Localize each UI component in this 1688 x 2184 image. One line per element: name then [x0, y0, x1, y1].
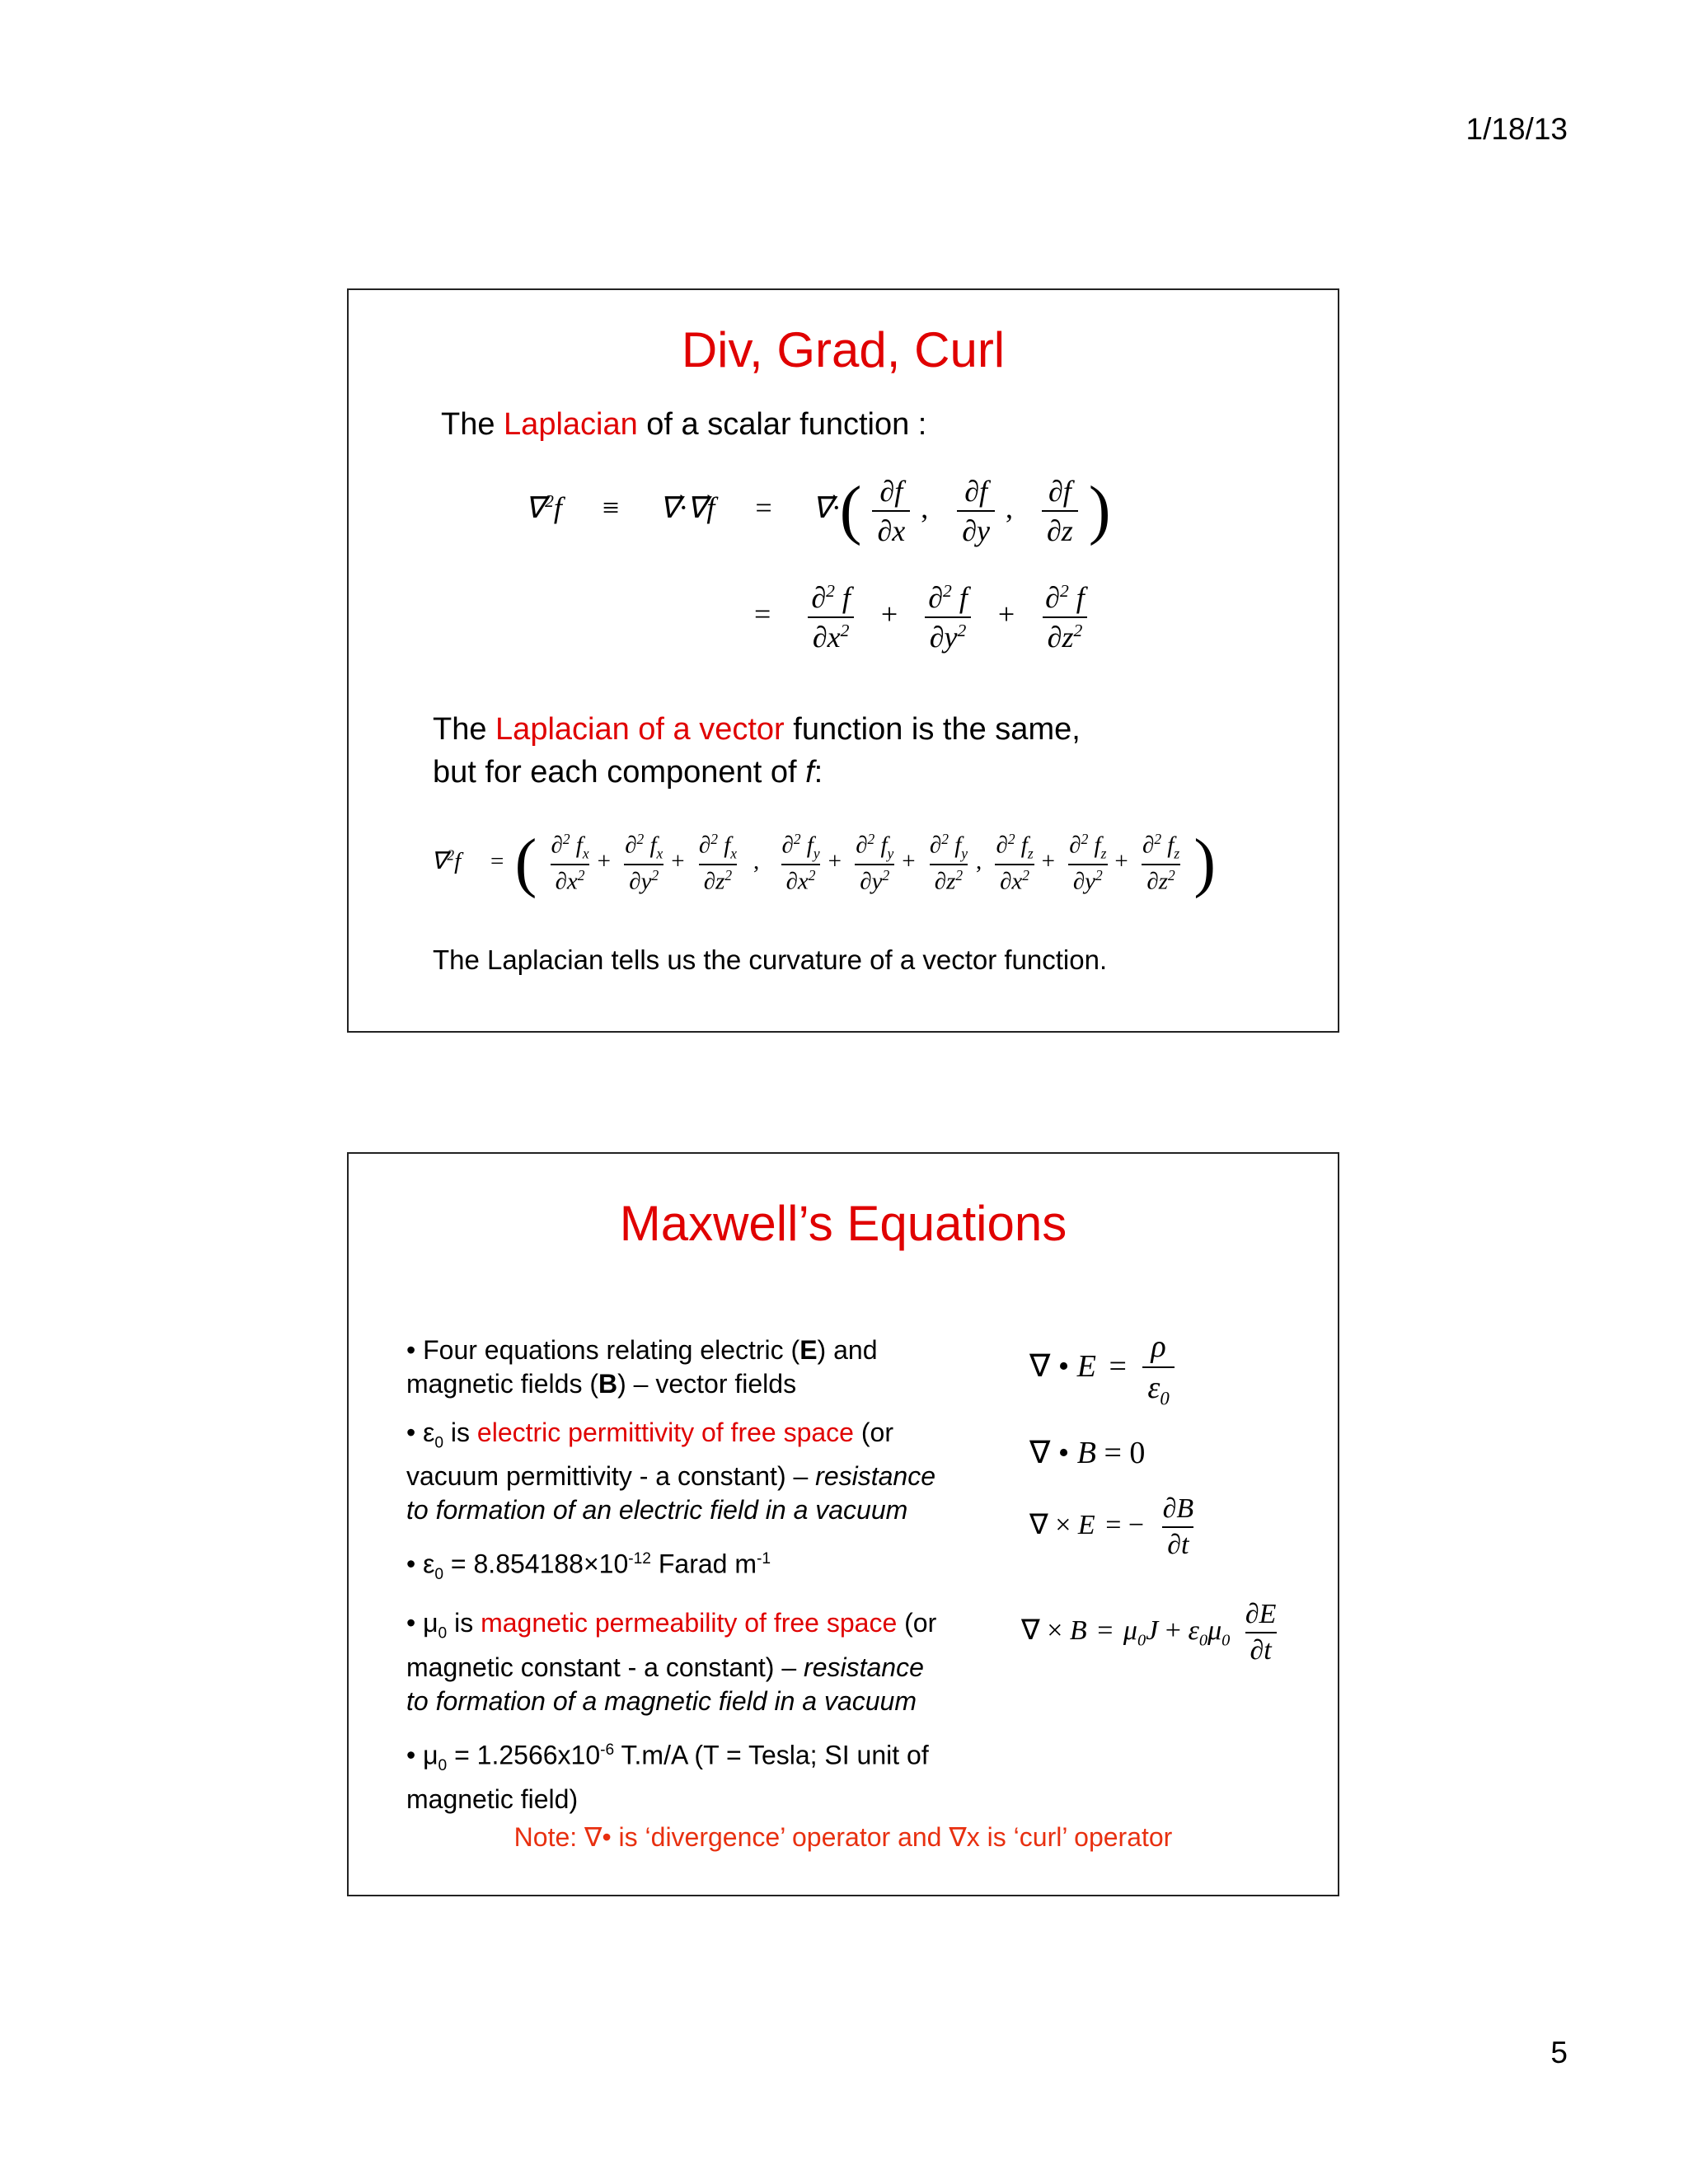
bullet-permittivity: • $\varepsilon_0$ is electric permittivity of free space (or vacuum permittivity - a constant) – resistance to formation of an electric field in a vacuum [406, 1418, 936, 1526]
slide-title: Div, Grad, Curl [681, 322, 1006, 377]
faraday-law-equation: ∇ × E = − $\frac{\partial B}{\partial t}$ [1029, 1493, 1194, 1560]
vector-laplacian-caption-1: The Laplacian of a vector function is the same, [433, 712, 1081, 747]
laplacian-term: Laplacian [504, 407, 638, 442]
vector-laplacian-caption-2: but for each component of f: [433, 755, 823, 790]
header-date: 1/18/13 [1465, 112, 1568, 146]
slide-div-grad-curl [347, 288, 1339, 1033]
gauss-law-equation: ∇ • E = $\frac{\rho}{\varepsilon_0}$ [1029, 1329, 1178, 1410]
bullet-four-equations: • Four equations relating electric (E) and magnetic fields (B) – vector fields [406, 1335, 878, 1399]
scalar-laplacian-equation-2: = $\frac{\partial^2 f}{\partial x^2}$ + $\frac{\partial^2 f}{\partial y^2}$ + $\frac{\partial^2 f}{\partial z^2}$ [754, 580, 1093, 654]
bullet-epsilon-value: • $\varepsilon_0 = 8.854188\times 10^{-12}$ Farad $m^{-1}$ [406, 1549, 771, 1584]
bullet-mu-value: • $\mu_0 = 1.2566x10^{-6}$ T.m/A (T = Tesla; SI unit of magnetic field) [406, 1740, 929, 1814]
slide-title: Maxwell’s Equations [619, 1196, 1067, 1251]
gauss-magnetism-equation: ∇ • B = 0 [1029, 1436, 1146, 1470]
slide-maxwells-equations [347, 1152, 1339, 1896]
scalar-laplacian-caption: The Laplacian of a scalar function : [441, 407, 927, 442]
bullet-list [406, 1333, 1000, 1816]
bullet-permeability: • $\mu_0$ is magnetic permeability of free space (or magnetic constant - a constant) – resistance to formation of a magnetic field in a vacuum [406, 1608, 937, 1716]
operator-note: Note: ∇• is ‘divergence’ operator and ∇x is ‘curl’ operator [513, 1822, 1173, 1852]
scalar-laplacian-equation-1: ∇$^2$f ≡ ∇⃗·∇⃗f = ∇⃗·( $\frac{\partial f}{\partial x}$ , $\frac{\partial f}{\partial y}$ , $\frac{\partial f}{\partial z}$ ) [525, 474, 1111, 547]
page-number: 5 [1550, 2036, 1568, 2069]
laplacian-vector-term: Laplacian of a vector [495, 712, 785, 747]
vector-laplacian-equation: ∇$^2$f⃗ = ( $\frac{\partial^2 f_x}{\partial x^2}$ + $\frac{\partial^2 f_x}{\partial y^2}$ + $\frac{\partial^2 f_x}{\partial z^2}$ , $\frac{\partial^2 f_y}{\partial x^2}$ + $\frac{\partial^2 f_y}{\partial y^2}$ + $\frac{\partial^2 f_y}{\partial z^2}$ , $\frac{\partial^2 f_z}{\partial x^2}$ + $\frac{\partial^2 f_z}{\partial y^2}$ + $\frac{\partial^2 f_z}{\partial z^2}$ ) [431, 827, 1217, 899]
ampere-maxwell-equation: ∇ × $B = \mu_0J + \varepsilon_0\mu_0$ $\frac{\partial E}{\partial t}$ [1021, 1599, 1277, 1666]
curvature-note: The Laplacian tells us the curvature of a vector function. [433, 944, 1108, 975]
